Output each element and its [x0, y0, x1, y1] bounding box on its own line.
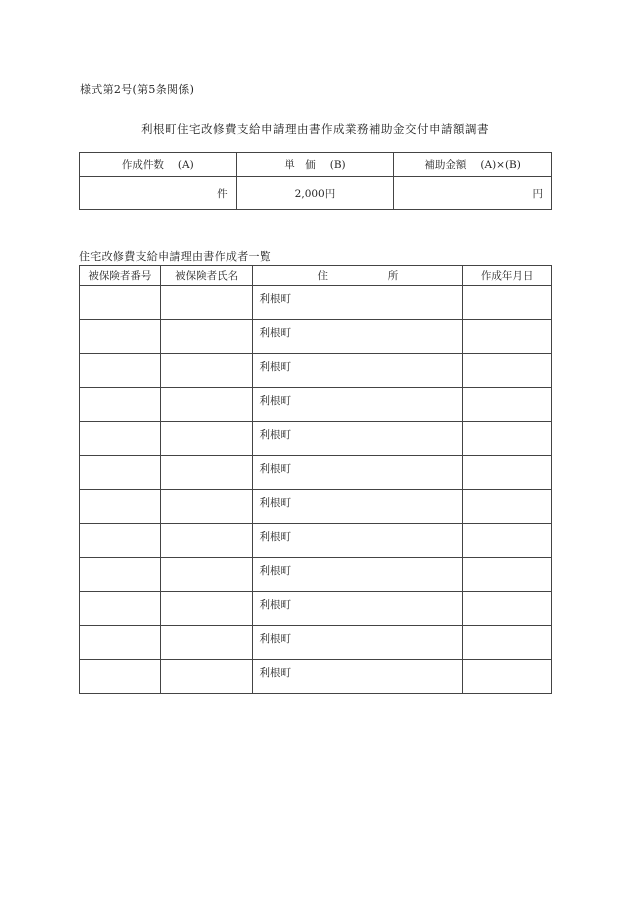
insured-number-cell[interactable] [80, 456, 161, 490]
form-number: 様式第2号(第5条関係) [80, 83, 195, 96]
unit-price-cell: 2,000円 [236, 177, 394, 210]
created-date-cell[interactable] [463, 558, 552, 592]
address-cell[interactable]: 利根町 [253, 456, 463, 490]
table-row [80, 558, 552, 592]
count-unit: 件 [217, 187, 228, 200]
created-date-cell[interactable] [463, 422, 552, 456]
created-date-cell[interactable] [463, 456, 552, 490]
address-cell[interactable]: 利根町 [253, 558, 463, 592]
insured-number-cell[interactable] [80, 558, 161, 592]
created-date-cell[interactable] [463, 660, 552, 694]
insured-name-cell[interactable] [160, 660, 253, 694]
author-list-table [79, 265, 552, 694]
insured-name-header: 被保険者氏名 [160, 266, 253, 286]
created-date-cell[interactable] [463, 490, 552, 524]
table-row [80, 422, 552, 456]
document-title: 利根町住宅改修費支給申請理由書作成業務補助金交付申請額調書 [141, 122, 489, 136]
insured-number-cell[interactable] [80, 490, 161, 524]
insured-name-cell[interactable] [160, 320, 253, 354]
insured-name-cell[interactable] [160, 626, 253, 660]
subsidy-amount-header: 補助金額 (A)×(B) [394, 153, 552, 177]
insured-name-cell[interactable] [160, 592, 253, 626]
summary-value-row [80, 177, 552, 210]
summary-header-row [80, 153, 552, 177]
table-row [80, 354, 552, 388]
author-list-heading: 住宅改修費支給申請理由書作成者一覧 [79, 250, 272, 263]
unit-price-header: 単 価 (B) [236, 153, 394, 177]
insured-number-cell[interactable] [80, 388, 161, 422]
address-cell[interactable]: 利根町 [253, 320, 463, 354]
insured-name-cell[interactable] [160, 422, 253, 456]
address-cell[interactable]: 利根町 [253, 422, 463, 456]
insured-name-cell[interactable] [160, 524, 253, 558]
table-row [80, 456, 552, 490]
insured-number-cell[interactable] [80, 422, 161, 456]
address-cell[interactable]: 利根町 [253, 592, 463, 626]
created-date-header: 作成年月日 [463, 266, 552, 286]
insured-number-header: 被保険者番号 [80, 266, 161, 286]
table-row [80, 286, 552, 320]
insured-number-cell[interactable] [80, 592, 161, 626]
insured-number-cell[interactable] [80, 320, 161, 354]
table-row [80, 592, 552, 626]
amount-unit: 円 [532, 187, 543, 200]
table-row [80, 320, 552, 354]
address-cell[interactable]: 利根町 [253, 524, 463, 558]
created-date-cell[interactable] [463, 320, 552, 354]
insured-name-cell[interactable] [160, 558, 253, 592]
address-cell[interactable]: 利根町 [253, 388, 463, 422]
count-cell[interactable] [80, 177, 237, 210]
count-header: 作成件数 (A) [80, 153, 237, 177]
author-list-header-row [80, 266, 552, 286]
created-date-cell[interactable] [463, 286, 552, 320]
insured-number-cell[interactable] [80, 286, 161, 320]
table-row [80, 524, 552, 558]
created-date-cell[interactable] [463, 354, 552, 388]
subsidy-summary-table [79, 152, 552, 210]
address-cell[interactable]: 利根町 [253, 660, 463, 694]
insured-number-cell[interactable] [80, 626, 161, 660]
address-cell[interactable]: 利根町 [253, 490, 463, 524]
created-date-cell[interactable] [463, 524, 552, 558]
address-cell[interactable]: 利根町 [253, 354, 463, 388]
address-header: 住 所 [253, 266, 463, 286]
table-row [80, 626, 552, 660]
address-cell[interactable]: 利根町 [253, 286, 463, 320]
created-date-cell[interactable] [463, 388, 552, 422]
subsidy-amount-cell[interactable] [394, 177, 552, 210]
insured-number-cell[interactable] [80, 660, 161, 694]
author-list-body [80, 286, 552, 694]
insured-name-cell[interactable] [160, 456, 253, 490]
address-cell[interactable]: 利根町 [253, 626, 463, 660]
insured-name-cell[interactable] [160, 286, 253, 320]
table-row [80, 388, 552, 422]
insured-name-cell[interactable] [160, 490, 253, 524]
insured-name-cell[interactable] [160, 354, 253, 388]
insured-name-cell[interactable] [160, 388, 253, 422]
created-date-cell[interactable] [463, 626, 552, 660]
insured-number-cell[interactable] [80, 354, 161, 388]
table-row [80, 660, 552, 694]
insured-number-cell[interactable] [80, 524, 161, 558]
created-date-cell[interactable] [463, 592, 552, 626]
table-row [80, 490, 552, 524]
